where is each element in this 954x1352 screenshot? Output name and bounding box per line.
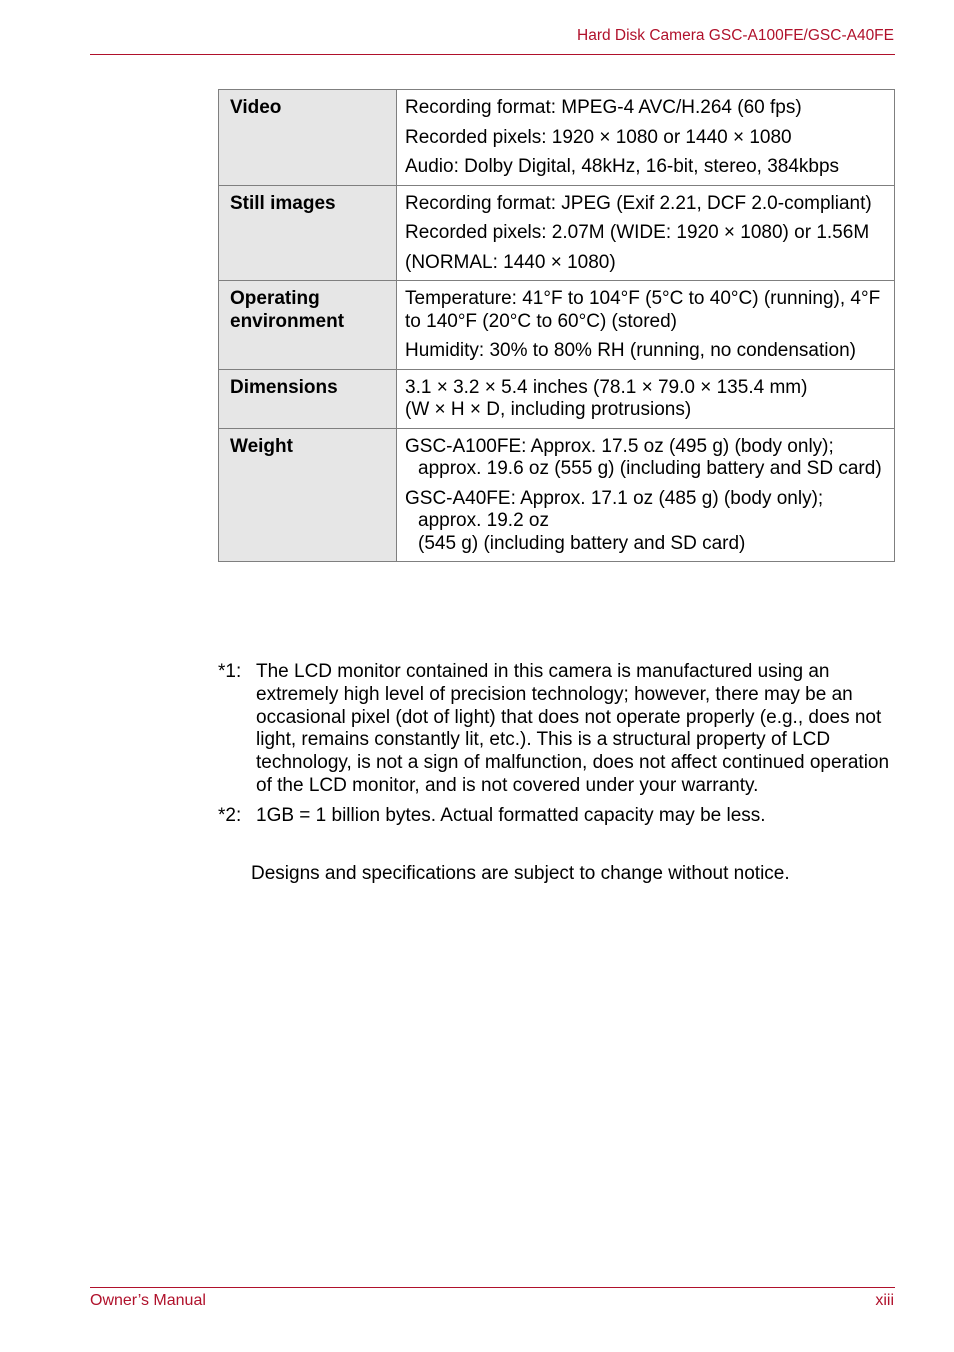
header-rule [90,54,895,55]
footer-manual-title: Owner’s Manual [90,1292,206,1309]
spec-line: Temperature: 41°F to 104°F (5°C to 40°C) (running), 4°F to 140°F (20°C to 60°C) (stored) [405,288,881,332]
spec-label-weight: Weight [219,428,397,562]
weight-a40-line-1: GSC-A40FE: Approx. 17.1 oz (485 g) (body only); approx. 19.2 oz [405,487,824,531]
spec-label-still-images: Still images [219,185,397,281]
spec-value-weight [397,428,895,562]
spec-row-weight [219,428,895,562]
footer-rule [90,1287,895,1288]
spec-row-video [219,90,895,186]
spec-value-video [397,90,895,186]
spec-value-still-images [397,185,895,281]
disclaimer-text: Designs and specifications are subject to change without notice. [251,863,790,884]
spec-line: (NORMAL: 1440 × 1080) [405,251,616,273]
footnotes [218,661,898,835]
spec-line: Recording format: MPEG-4 AVC/H.264 (60 fps) [405,97,802,118]
weight-gsc-a40fe [405,488,884,556]
weight-a40-line-2: (545 g) (including battery and SD card) [418,532,746,554]
spec-row-operating-environment [219,281,895,370]
spec-line: Audio: Dolby Digital, 48kHz, 16-bit, stereo, 384kbps [405,156,840,177]
footnote-1 [218,661,898,798]
weight-gsc-a100fe: GSC-A100FE: Approx. 17.5 oz (495 g) (body only); approx. 19.6 oz (555 g) (including battery and SD card) [405,435,882,479]
specifications-table [218,89,895,562]
spec-label-dimensions: Dimensions [219,369,397,428]
footnote-text: 1GB = 1 billion bytes. Actual formatted capacity may be less. [256,804,766,826]
footnote-marker: *1: [218,661,242,682]
spec-row-dimensions [219,369,895,428]
spec-line: Recorded pixels: 1920 × 1080 or 1440 × 1080 [405,126,792,148]
dimensions-line-2: (W × H × D, including protrusions) [405,399,692,420]
spec-value-dimensions [397,369,895,428]
spec-line [405,377,884,422]
footnote-marker: *2: [218,804,242,826]
spec-label-operating-environment: Operating environment [219,281,397,370]
page-number: xiii [875,1292,894,1309]
spec-line: Humidity: 30% to 80% RH (running, no condensation) [405,340,856,361]
footnote-2 [218,805,898,828]
footnote-text: The LCD monitor contained in this camera is manufactured using an extremely high level of precision technology; however, there may be an occasional pixel (dot of light) that does not operate properly (e.g., does not light, remains constantly lit, etc.). This is a structural property of LCD technology, is not a sign of malfunction, does not affect continued operation of the LCD monitor, and is not covered under your warranty. [256,661,890,796]
spec-line: Recording format: JPEG (Exif 2.21, DCF 2.0-compliant) [405,192,872,214]
spec-value-operating-environment [397,281,895,370]
running-header-title: Hard Disk Camera GSC-A100FE/GSC-A40FE [577,27,894,44]
spec-label-video: Video [219,90,397,186]
spec-line: Recorded pixels: 2.07M (WIDE: 1920 × 1080) or 1.56M [405,222,870,243]
dimensions-line-1: 3.1 × 3.2 × 5.4 inches (78.1 × 79.0 × 135.4 mm) [405,376,808,398]
spec-row-still-images [219,185,895,281]
